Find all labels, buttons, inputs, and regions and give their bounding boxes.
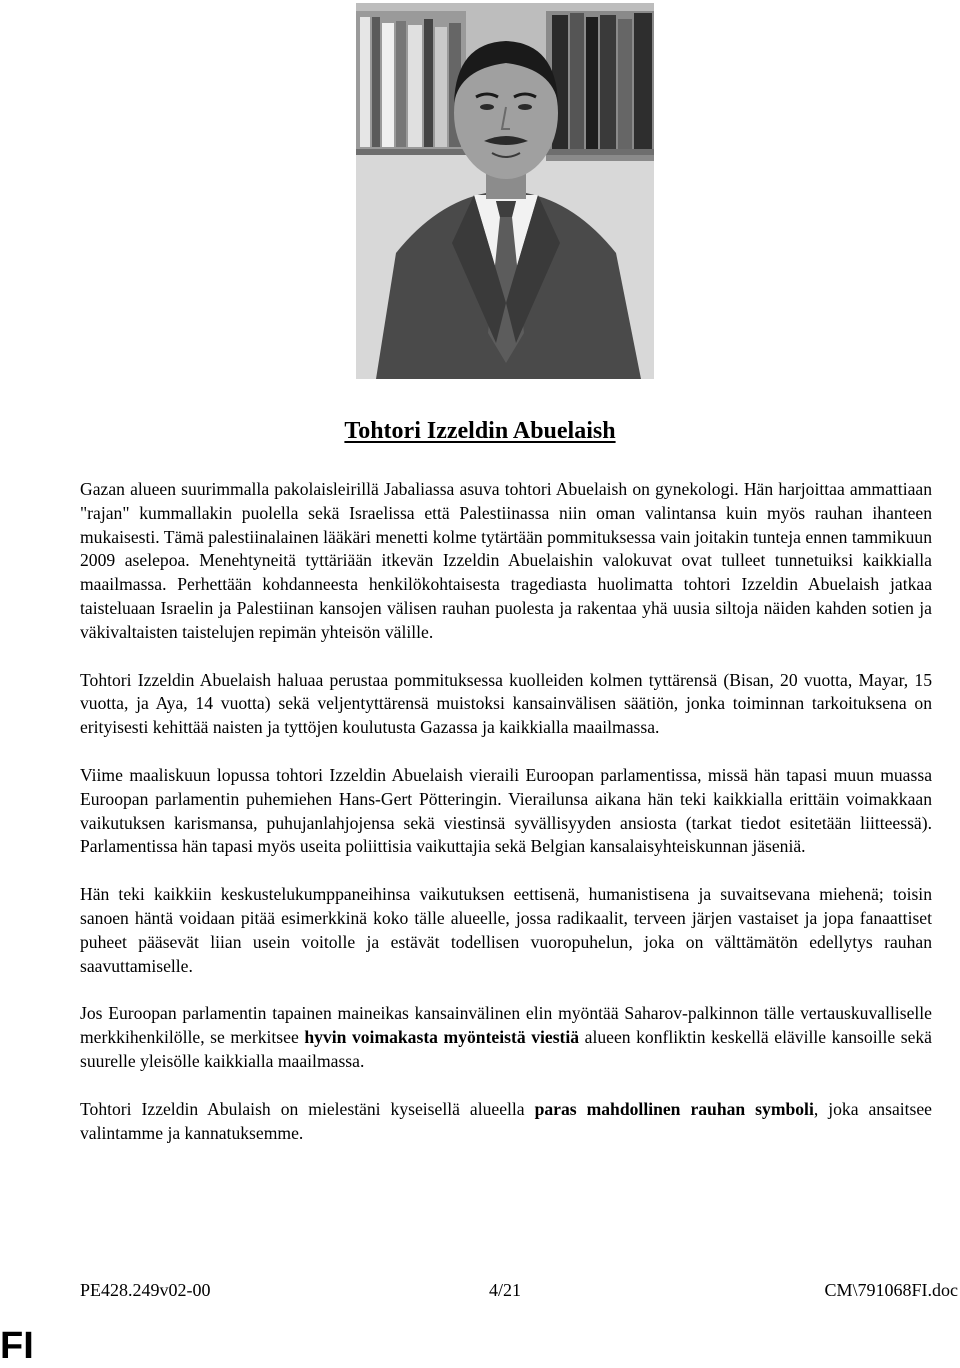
paragraph-text: Hän teki kaikkiin keskustelukumppaneihinsa vaikutuksen eettisenä, humanistisena ja suvaitsevana miehenä; toisin sanoen häntä voidaan pitää esimerkkinä koko tälle alueelle, jossa radikaalit, terveen järjen vastaiset ja jopa fanaattiset puheet pääsevät liian usein voitolle ja estävät todellisen vuoropuhelun, joka on välttämätön edellytys rauhan saavuttamiselle. xyxy=(80,884,932,976)
paragraph-text: alueen konfliktin keskellä eläville kansoille sekä suurelle yleisölle kaikkialla maailmassa. xyxy=(80,1027,932,1071)
paragraph xyxy=(80,764,932,859)
paragraph-text: Tohtori Izzeldin Abuelaish haluaa perustaa pommituksessa kuolleiden kolmen tyttärensä (Bisan, 20 vuotta, Mayar, 15 vuotta, ja Aya, 14 vuotta) sekä veljentyttärensä muistoksi kansainvälisen säätiön, jonka toiminnan tarkoituksena on erityisesti kehittää naisten ja tyttöjen koulutusta Gazassa ja kaikkialla maailmassa. xyxy=(80,669,932,738)
paragraph-text: , joka ansaitsee valintamme ja kannatuksemme. xyxy=(80,1098,932,1143)
paragraph xyxy=(80,478,932,645)
body-text xyxy=(80,478,932,1169)
footer-file-name: CM\791068FI.doc xyxy=(824,1280,958,1300)
page-title: Tohtori Izzeldin Abuelaish xyxy=(344,418,616,444)
bold-text: hyvin voimakasta myönteistä viestiä xyxy=(304,1027,580,1048)
footer-page-number: 4/21 xyxy=(488,1280,521,1300)
paragraph-text: Tohtori Izzeldin Abulaish on mielestäni kyseisellä alueella xyxy=(80,1098,535,1119)
language-code: FI xyxy=(0,1325,34,1367)
paragraph xyxy=(80,1002,932,1073)
paragraph-text: Viime maaliskuun lopussa tohtori Izzeldin Abuelaish vieraili Euroopan parlamentissa, missä hän tapasi muun muassa Euroopan parlamentin puhemiehen Hans-Gert Pötteringin. Vierailunsa aikana hän teki kaikkialla erittäin voimakkaan vaikutuksen karismansa, puhujanlahjojensa sekä viestinsä syvällisyyden ansiosta (tarkat tiedot esitetään liitteessä). Parlamentissa hän tapasi myös useita poliittisia vaikuttajia sekä Belgian kansalaisyhteiskunnan jäseniä. xyxy=(80,764,932,857)
portrait-photo xyxy=(356,3,654,379)
paragraph-text: Jos Euroopan parlamentin tapainen maineikas kansainvälinen elin myöntää Saharov-palkinnon tälle vertauskuvalliselle merkkihenkilölle, se merkitsee xyxy=(80,1003,932,1048)
paragraph xyxy=(80,883,932,978)
bold-text: paras mahdollinen rauhan symboli xyxy=(534,1098,814,1119)
paragraph xyxy=(80,1098,932,1146)
paragraph xyxy=(80,669,932,740)
paragraph-text: Gazan alueen suurimmalla pakolaisleirillä Jabaliassa asuva tohtori Abuelaish on gynekologi. Hän harjoittaa ammattiaan "rajan" kummallakin puolella sekä Israelissa että Palestiinassa niin oman valintansa kuin myös rauhan ihanteen mukaisesti. Tämä palestiinalainen lääkäri menetti kolme tytärtään pommituksessa vain joitakin tunteja ennen tammikuun 2009 aselepoa. Menehtyneitä tyttäriään itkevän Izzeldin Abuelaishin valokuvat ovat tulleet tunnetuiksi kaikkialla maailmassa. Perhettään kohdanneesta henkilökohtaisesta tragediasta huolimatta tohtori Izzeldin Abuelaish jatkaa taisteluaan Israelin ja Palestiinan kansojen välisen rauhan puolesta ja rakentaa yhä uusia siltoja näiden kahden sotien ja väkivaltaisten taistelujen repimän yhteisön välille. xyxy=(80,479,932,642)
footer-doc-ref: PE428.249v02-00 xyxy=(80,1280,211,1300)
